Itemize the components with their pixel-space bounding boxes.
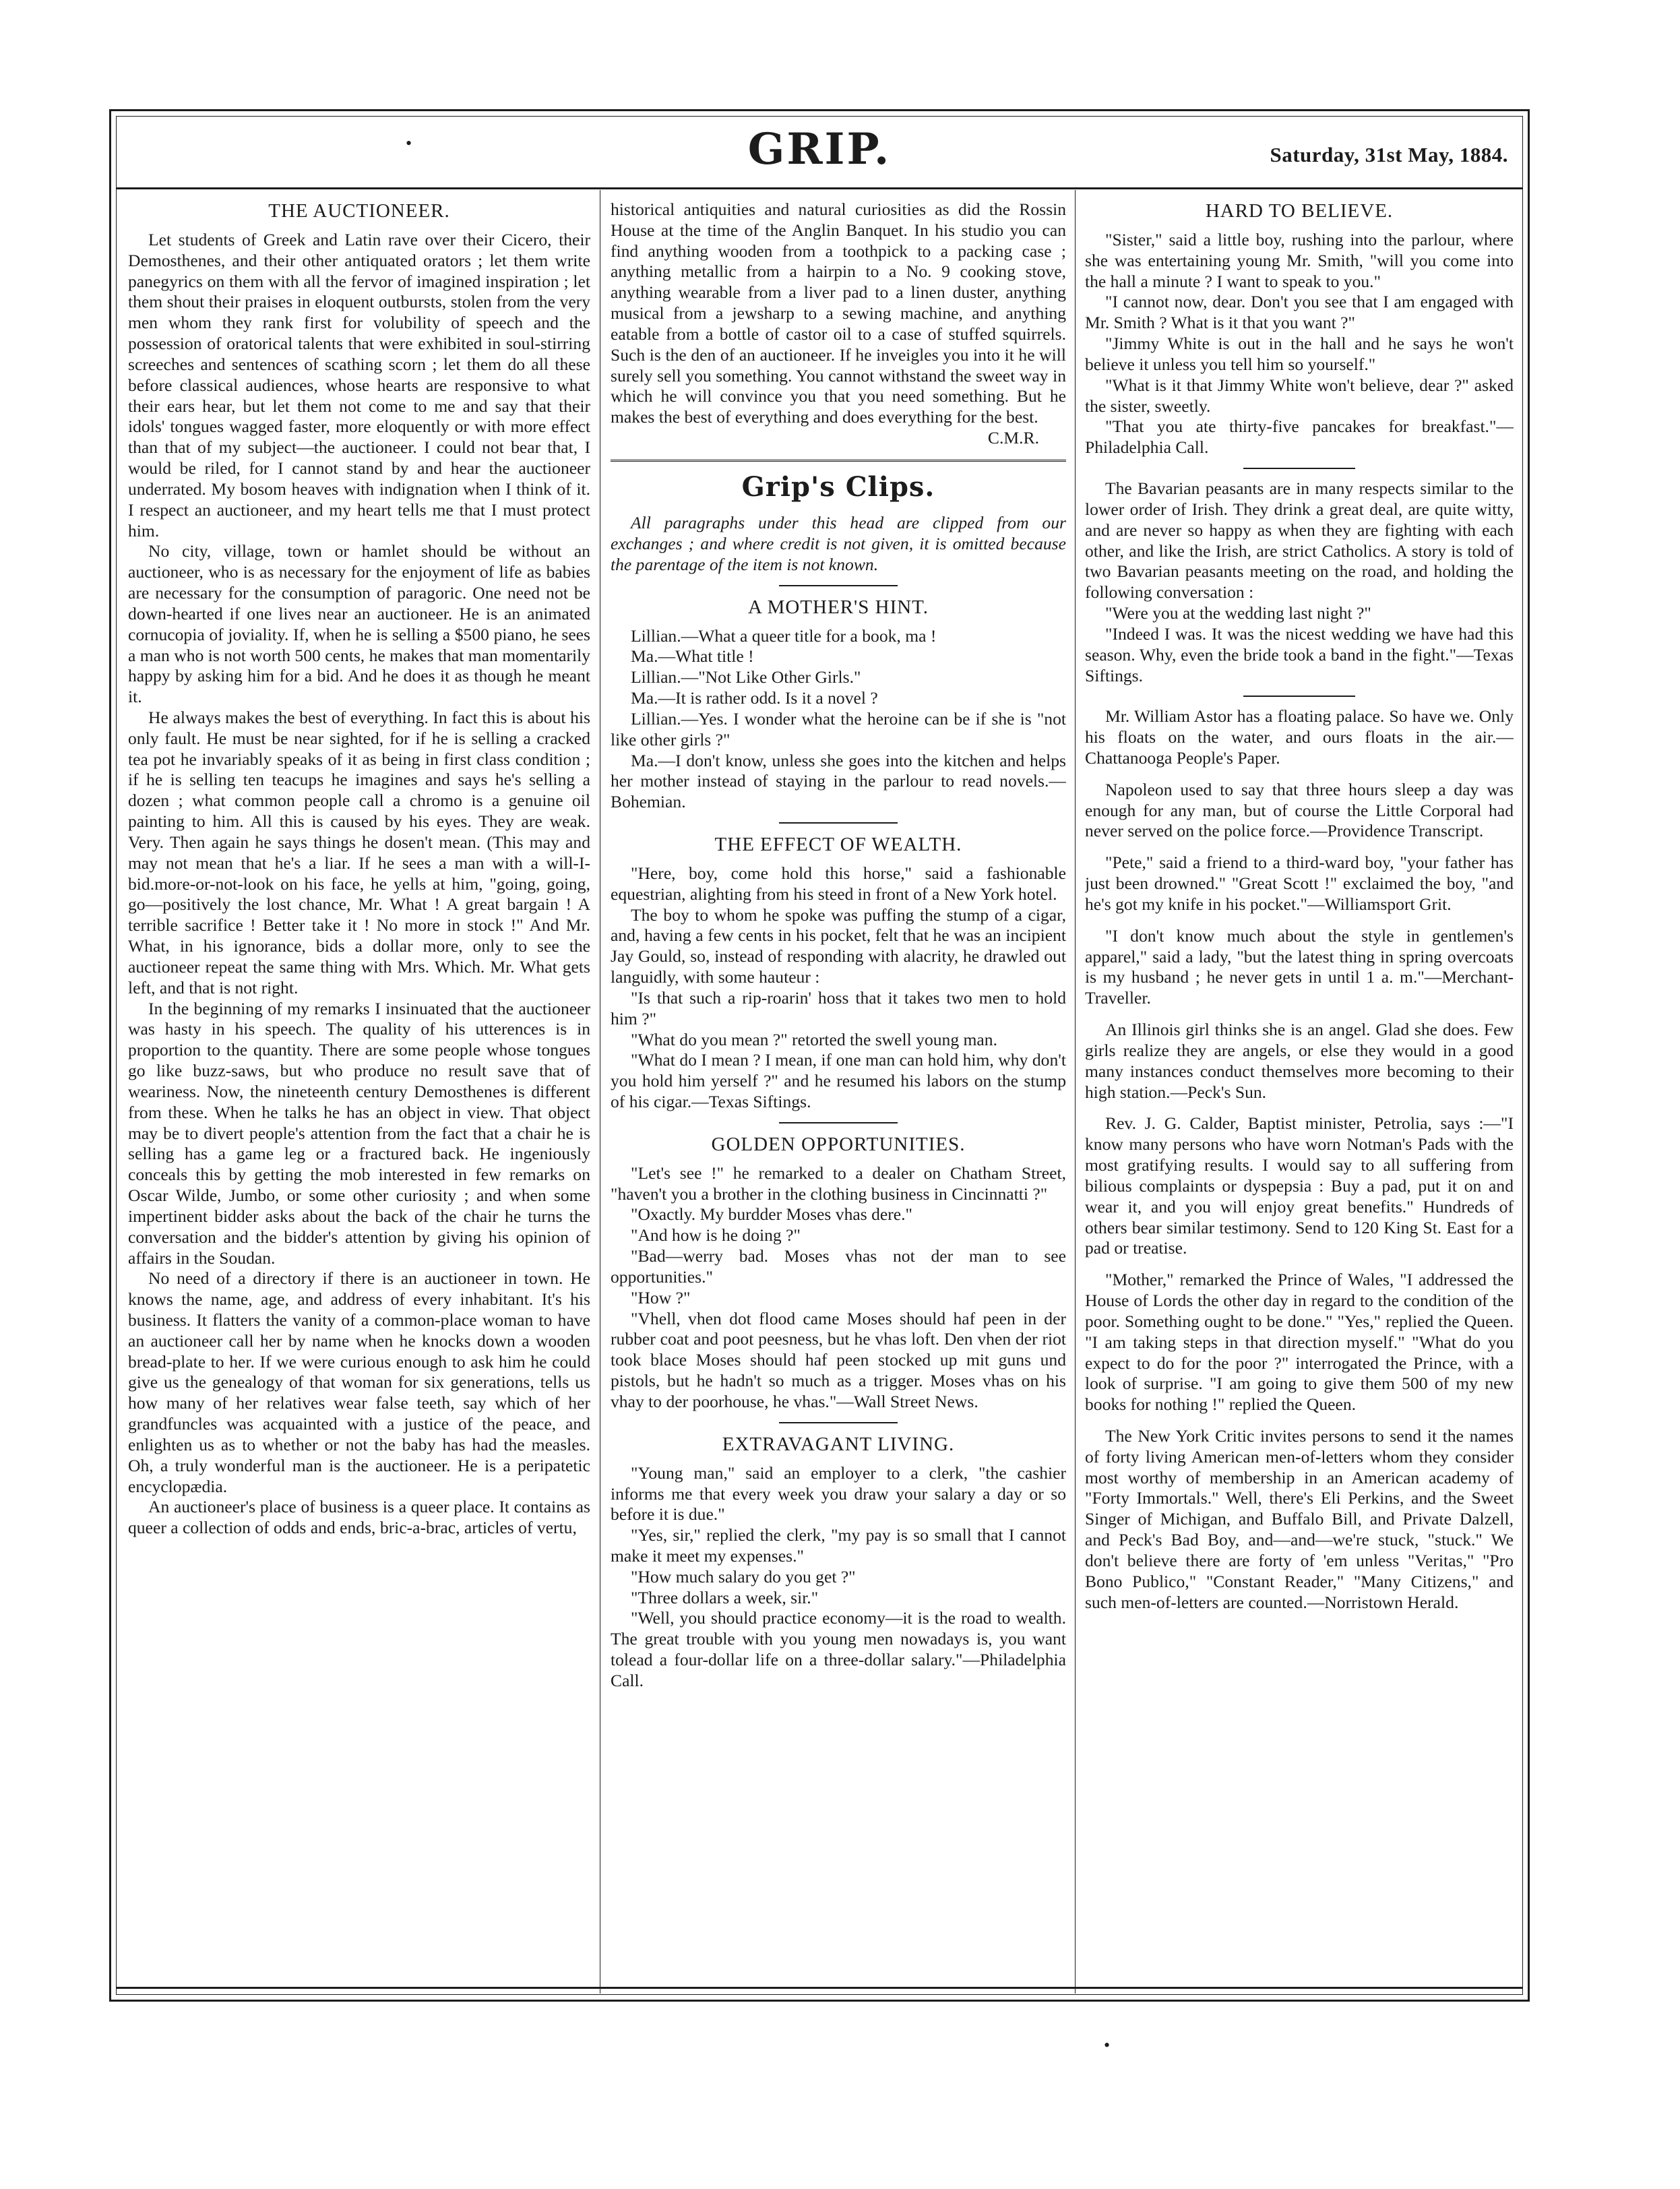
- paragraph: "What is it that Jimmy White won't believe, dear ?" asked the sister, sweetly.: [1085, 375, 1514, 416]
- paragraph: "Were you at the wedding last night ?": [1105, 603, 1371, 623]
- paragraph: The boy to whom he spoke was puffing the stump of a cigar, and, having a few cents in his pocket, felt that he was an incipient Jay Gould, so, instead of responding with alacrity, he drawled out languidly, with some hauteur :: [611, 904, 1066, 987]
- paragraph: "I cannot now, dear. Don't you see that I am engaged with Mr. Smith ? What is it that you want ?": [1085, 292, 1514, 333]
- paragraph: "Well, you should practice economy—it is the road to wealth. The great trouble with you young men nowadays is, you want tolead a four-dollar life on a three-dollar salary."—Philadelphia Call.: [611, 1608, 1066, 1690]
- paragraph: "Here, boy, come hold this horse," said a fashionable equestrian, alighting from his steed in front of a New York hotel.: [611, 863, 1066, 904]
- dialogue-line: Lillian.—"Not Like Other Girls.": [631, 667, 861, 687]
- paragraph: "Three dollars a week, sir.": [631, 1587, 819, 1607]
- ornament-dot-footer: •: [1104, 2035, 1111, 2055]
- section-divider: [611, 460, 1066, 462]
- article-title-effect-of-wealth: THE EFFECT OF WEALTH.: [714, 834, 962, 855]
- paragraph: No need of a directory if there is an auctioneer in town. He knows the name, age, and address of every inhabitant. It's his business. It flatters the vanity of a common-place woman to have an auctioneer call her by name when he knocks down a wooden bread-plate to her. If we were curious enough to ask him he could give us the genealogy of that woman for six generations, tells us how many of her relatives wear false teeth, say which of her grandfuncles was acquainted with a justice of the peace, and enlighten us as to whether or not the baby has had the measles. Oh, a truly wonderful man is the auctioneer. He is a peripatetic encyclopædia.: [128, 1268, 590, 1496]
- paragraph: "Pete," said a friend to a third-ward boy, "your father has just been drowned." "Great Scott !" exclaimed the boy, "and he's got my knife in his pocket."—Williamsport Grit.: [1085, 853, 1514, 914]
- paragraph: The Bavarian peasants are in many respects similar to the lower order of Irish. They drink a great deal, are quite witty, and are never so happy as when they are fighting with each other, and like the Irish, are strict Catholics. A story is told of two Bavarian peasants meeting on the road, and holding the following conversation :: [1085, 479, 1514, 603]
- ornament-dot: •: [406, 133, 412, 153]
- header-rule: [116, 187, 1523, 189]
- section-title-clips: Grip's Clips.: [741, 470, 935, 503]
- article-title-mothers-hint: A MOTHER'S HINT.: [748, 596, 929, 618]
- paragraph: No city, village, town or hamlet should be without an auctioneer, who is as necessary for the enjoyment of life as babies are necessary for the consumption of paragoric. One need not be down-hearted if one lives near an auctioneer. He is an animated cornucopia of joviality. If, when he is selling a $500 piano, he sees a man who is not worth 500 cents, he makes that man momentarily happy by asking him for a bid. And he does it as though he meant it.: [128, 541, 590, 707]
- paragraph: "Vhell, vhen dot flood came Moses should haf peen in der rubber coat and poot peesness, but he vhas loft. Den vhen der riot took blace Moses should haf peen stocked up mit guns und pistols, but he hadn't so much as a trigger. Moses vhas on his vhay to der poorhouse, he vhas."—Wall Street News.: [611, 1308, 1066, 1411]
- article-title-hard-to-believe: HARD TO BELIEVE.: [1205, 200, 1394, 222]
- short-rule: [1243, 696, 1355, 697]
- paragraph: Let students of Greek and Latin rave over their Cicero, their Demosthenes, and their other antiquated orators ; let them write panegyrics on them with all the fervor of imagined inspiration ; let them shout their praises in eloquent outbursts, stolen from the very men whom they rank first for volubility of speech and the possession of oratorical talents that were exhibited in soul-stirring screeches and sentences of scathing scorn ; let them do all these before classical audiences, whose hearts are responsive to what their ears hear, but let them not come to me and say that their idols' tongues wagged faster, more eloquently or with more effect than that of my subject—the auctioneer. I could not bear that, I would be riled, for I cannot stand by and hear the auctioneer underrated. My bosom heaves with indignation when I think of it. I respect an auctioneer, and my heart tells me that I must protect him.: [128, 229, 590, 541]
- paragraph: In the beginning of my remarks I insinuated that the auctioneer was hasty in his speech. The quality of his utterences is in proportion to the quantity. There are some people whose tongues go like buzz-saws, but who produce no result save that of weariness. Now, the nineteenth century Demosthenes is different from these. When he talks he has an object in view. That object may be to divert people's attention from the fact that a chair he is selling has a game leg or a fractured back. He ingeniously conceals this by getting the mob interested in few remarks on Oscar Wilde, Jumbo, or some other curiosity ; and when some impertinent bidder asks about the back of the chair he turns the conversation and the bidder's attention by giving his opinion of affairs in the Soudan.: [128, 998, 590, 1268]
- paragraph: "Let's see !" he remarked to a dealer on Chatham Street, "haven't you a brother in the clothing business in Cincinnatti ?": [611, 1163, 1066, 1204]
- short-rule: [779, 585, 898, 586]
- paragraph: "How ?": [631, 1287, 691, 1307]
- signature: C.M.R.: [987, 428, 1039, 448]
- paragraph: "What do you mean ?" retorted the swell young man.: [631, 1029, 997, 1049]
- column-3: [1085, 199, 1514, 1990]
- dialogue-line: Lillian.—What a queer title for a book, ma !: [631, 625, 937, 646]
- column-1: [128, 199, 590, 1990]
- paragraph: "Indeed I was. It was the nicest wedding we have had this season. Why, even the bride took a band in the fight."—Texas Siftings.: [1085, 623, 1514, 685]
- paragraph: "Mother," remarked the Prince of Wales, "I addressed the House of Lords the other day in regard to the condition of the poor. Something ought to be done." "Yes," replied the Queen. "I am taking steps in that direction myself." "What do you expect to do for the poor ?" interrogated the Prince, with a look of surprise. "I am going to give them 500 of my new books for nothing !" replied the Queen.: [1085, 1270, 1514, 1415]
- dialogue-line: Ma.—What title !: [631, 646, 754, 667]
- article-title-auctioneer: THE AUCTIONEER.: [268, 200, 450, 222]
- dialogue-line: Ma.—I don't know, unless she goes into the kitchen and helps her mother instead of staying in the parlour to read novels.—Bohemian.: [611, 750, 1066, 812]
- paragraph: "Jimmy White is out in the hall and he says he won't believe it unless you tell him so yourself.": [1085, 334, 1514, 374]
- dateline: Saturday, 31st May, 1884.: [1270, 143, 1508, 166]
- column-2: [611, 199, 1066, 1990]
- paragraph: "And how is he doing ?": [631, 1225, 801, 1245]
- paragraph: "Young man," said an employer to a clerk, "the cashier informs me that every week you draw your salary a day or so before it is due.": [611, 1462, 1066, 1524]
- paragraph: An auctioneer's place of business is a queer place. It contains as queer a collection of odds and ends, bric-a-brac, articles of vertu,: [128, 1497, 590, 1538]
- masthead: GRIP.: [747, 124, 892, 175]
- paragraph: Rev. J. G. Calder, Baptist minister, Petrolia, says :—"I know many persons who have worn Notman's Pads with the most gratifying results. I would say to all suffering from bilious complaints or dyspepsia : Buy a pad, put it on and wear it, and you will enjoy great benefits." Hundreds of others bear similar testimony. Send to 120 King St. East for a pad or treatise.: [1085, 1113, 1514, 1258]
- bottom-rule: [116, 1987, 1523, 1989]
- page-header: [116, 120, 1523, 186]
- article-title-extravagant-living: EXTRAVAGANT LIVING.: [722, 1433, 955, 1455]
- paragraph: Napoleon used to say that three hours sleep a day was enough for any man, but of course the Little Corporal had never served on the police force.—Providence Transcript.: [1085, 779, 1514, 841]
- column-rule-2: [1075, 190, 1076, 1994]
- paragraph: An Illinois girl thinks she is an angel. Glad she does. Few girls realize they are angels, or else they would in a good many instances conduct themselves more becoming to their high station.—Peck's Sun.: [1085, 1020, 1514, 1102]
- paragraph: "Yes, sir," replied the clerk, "my pay is so small that I cannot make it meet my expenses.": [611, 1525, 1066, 1566]
- paragraph: "What do I mean ? I mean, if one man can hold him, why don't you hold him yerself ?" and he resumed his labors on the stump of his cigar.—Texas Siftings.: [611, 1050, 1066, 1112]
- paragraph: "Bad—werry bad. Moses vhas not der man to see opportunities.": [611, 1246, 1066, 1287]
- dialogue-line: Ma.—It is rather odd. Is it a novel ?: [631, 688, 878, 708]
- paragraph: Mr. William Astor has a floating palace. So have we. Only his floats on the water, and ours floats in the air.—Chattanooga People's Paper.: [1085, 706, 1514, 768]
- dialogue-line: Lillian.—Yes. I wonder what the heroine can be if she is "not like other girls ?": [611, 708, 1066, 749]
- paragraph: "Is that such a rip-roarin' hoss that it takes two men to hold him ?": [611, 987, 1066, 1028]
- paragraph: The New York Critic invites persons to send it the names of forty living American men-of-letters whom they consider most worthy of membership in an American academy of "Forty Immortals." Well, there's Eli Perkins, and the Sweet Singer of Michigan, and Buffalo Bill, and Private Dalzell, and Peck's Bad Boy, and—and—we're stuck, "stuck." We don't believe there are forty of 'em unless "Veritas," "Pro Bono Publico," "Constant Reader," "Many Citizens," and such men-of-letters are counted.—Norristown Herald.: [1085, 1426, 1514, 1612]
- paragraph: "How much salary do you get ?": [631, 1566, 856, 1586]
- paragraph: He always makes the best of everything. In fact this is about his only fault. He must be near sighted, for if he is selling a cracked tea pot he invariably speaks of it as being in first class condition ; if he is selling ten teacups he imagines and says he's selling a dozen ; what common people call a chromo is a genuine oil painting to him. All this is caused by his eyes. They are weak. Very. Then again he says things he dosen't mean. (This may and may not mean that he's a liar. If he sees a man with a will-I-bid.more-or-not-look on his face, he yells at him, "going, going, go—positively the lost chance, Mr. What ! A great bargain ! A terrible sacrifice ! Better take it ! No more in stock !" And Mr. What, in his ignorance, bids a dollar more, only to see the auctioneer repeat the same thing with Mrs. Which. Mr. What gets left, and that is not right.: [128, 707, 590, 997]
- article-title-golden-opportunities: GOLDEN OPPORTUNITIES.: [711, 1133, 966, 1155]
- short-rule: [779, 1422, 898, 1423]
- clips-note: All paragraphs under this head are clipped from our exchanges ; and where credit is not given, it is omitted because the parentage of the item is not known.: [611, 513, 1066, 574]
- short-rule: [779, 1122, 898, 1123]
- paragraph: "I don't know much about the style in gentlemen's apparel," said a lady, "but the latest thing in spring overcoats is my husband ; he never gets in until 1 a. m."—Merchant-Traveller.: [1085, 925, 1514, 1008]
- short-rule: [779, 822, 898, 824]
- paragraph: "Sister," said a little boy, rushing into the parlour, where she was entertaining young Mr. Smith, "will you come into the hall a minute ? I want to speak to you.": [1085, 229, 1514, 291]
- short-rule: [1243, 468, 1355, 469]
- paragraph: "Oxactly. My burdder Moses vhas dere.": [631, 1204, 912, 1225]
- paragraph-continued: historical antiquities and natural curiosities as did the Rossin House at the time of the Anglin Banquet. In his studio you can find anything wooden from a toothpick to a packing case ; anything metallic from a hairpin to a No. 9 cooking stove, anything wearable from a liver pad to a linen duster, anything musical from a jewsharp to a sewing machine, and anything eatable from a bottle of castor oil to a case of stuffed squirrels. Such is the den of an auctioneer. If he inveigles you into it he will surely sell you something. You cannot withstand the sweet way in which he will convince you that you need something. But he makes the best of everything and does everything for the best.: [611, 199, 1066, 427]
- paragraph: "That you ate thirty-five pancakes for breakfast."—Philadelphia Call.: [1085, 417, 1514, 458]
